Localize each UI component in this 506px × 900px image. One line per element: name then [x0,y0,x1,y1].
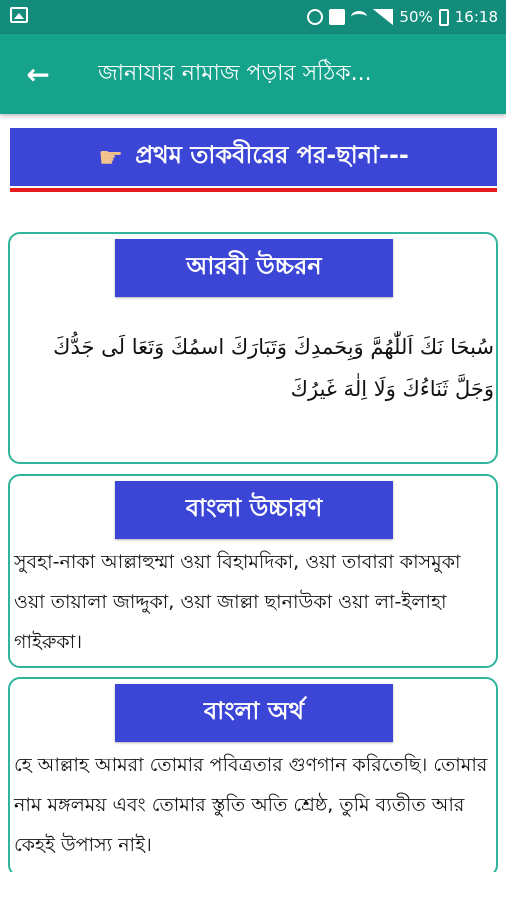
card-label: বাংলা উচ্চারণ [115,481,393,539]
wifi-icon [351,11,367,23]
status-bar [0,0,506,34]
clock: 16:18 [454,8,498,26]
bangla-meaning-card [8,677,498,877]
meaning-text: হে আল্লাহ আমরা তোমার পবিত্রতার গুণগান করিতেছি। তোমার নাম মঙ্গলময় এবং তোমার স্তুতি অতি শ্রেষ্ঠ, তুমি ব্যতীত আর কেহই উপাস্য নাই। [14,754,488,856]
pointing-hand-icon: ☛ [98,140,124,174]
alarm-icon [307,9,323,25]
image-icon [10,7,28,23]
pronunciation-text: সুবহা-নাকা আল্লাহুম্মা ওয়া বিহামদিকা, ওয়া তাবারা কাসমুকা ওয়া তায়ালা জাদ্দুকা, ওয়া জাল্লা ছানাউকা ওয়া লা-ইলাহা গাইরুকা। [14,551,461,653]
arrow-back-icon: ← [26,57,50,91]
battery-icon [439,9,449,26]
bangla-pronunciation-card [8,474,498,668]
battery-percent: 50% [399,8,433,26]
arabic-card [8,232,498,464]
card-label: আরবী উচ্চরন [115,239,393,297]
arabic-text: سُبحَا نَكَ اَللّٰهُمَّ وَبِحَمدِكَ وَتَبَارَكَ اسمُكَ وَتَعَا لَى جَدُّكَ وَجَلَّ ثَنَاءُكَ وَلَا اِلٰهَ غَيرُكَ [53,335,494,401]
status-icons [307,7,498,27]
heading-underline [10,188,497,192]
signal-icon [373,9,393,25]
back-button[interactable] [18,54,58,94]
message-icon [329,9,345,25]
section-heading [10,128,497,186]
bottom-edge [0,872,506,900]
page-title: জানাযার নামাজ পড়ার সঠিক... [98,61,372,86]
card-label: বাংলা অর্থ [115,684,393,742]
section-heading-text: প্রথম তাকবীরের পর-ছানা--- [135,141,409,169]
app-bar [0,34,506,114]
